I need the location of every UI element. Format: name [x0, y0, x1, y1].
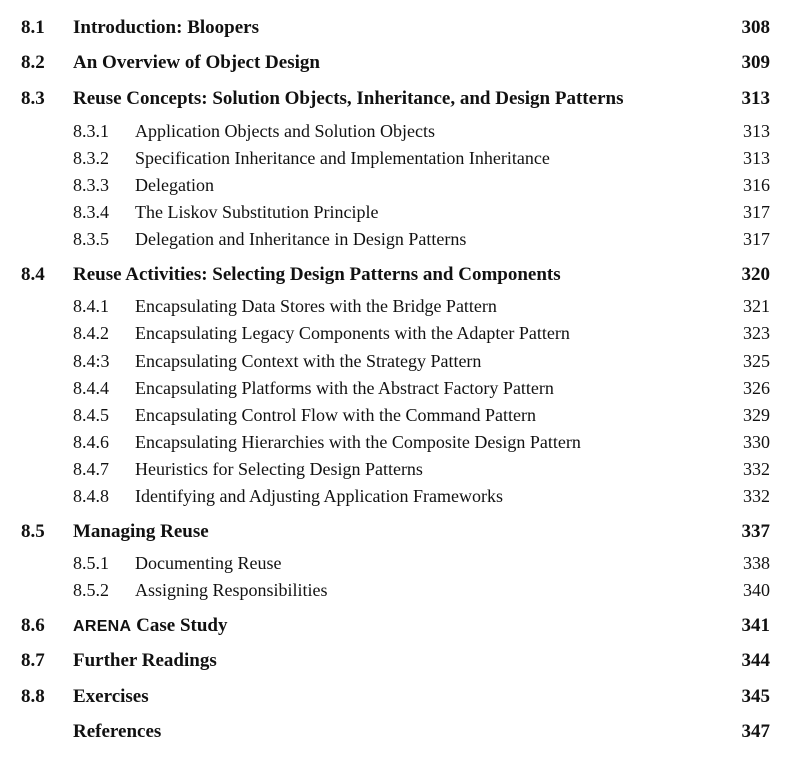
toc-subsection-entry: [0, 199, 787, 225]
section-number: 8.4.1: [73, 296, 109, 316]
section-number: 8.7: [21, 650, 45, 671]
section-title: Encapsulating Hierarchies with the Composite Design Pattern: [135, 432, 581, 452]
section-title: Reuse Activities: Selecting Design Patterns and Components: [73, 264, 561, 285]
page-number: 317: [743, 202, 770, 222]
toc-section-entry: [0, 519, 787, 545]
section-number: 8.3.1: [73, 121, 109, 141]
toc-subsection-entry: [0, 348, 787, 374]
toc-subsection-entry: [0, 145, 787, 171]
page-number: 338: [743, 553, 770, 573]
page-number: 326: [743, 378, 770, 398]
section-title: The Liskov Substitution Principle: [135, 202, 379, 222]
section-number: 8.3.2: [73, 148, 109, 168]
page-number: 321: [743, 296, 770, 316]
section-title: Exercises: [73, 686, 149, 707]
toc-section-entry: [0, 613, 787, 639]
page-number: 347: [741, 721, 770, 742]
section-number: 8.3.4: [73, 202, 109, 222]
section-number: 8.3.3: [73, 175, 109, 195]
section-number: 8.4.7: [73, 459, 109, 479]
section-title: An Overview of Object Design: [73, 52, 320, 73]
toc-subsection-entry: [0, 172, 787, 198]
section-number: 8.3.5: [73, 229, 109, 249]
section-title: Heuristics for Selecting Design Patterns: [135, 459, 423, 479]
section-number: 8.4.2: [73, 323, 109, 343]
toc-section-entry: [0, 262, 787, 288]
toc-subsection-entry: [0, 577, 787, 603]
section-title: Introduction: Bloopers: [73, 17, 259, 38]
section-number: 8.8: [21, 686, 45, 707]
section-title: ARENA Case Study: [73, 615, 228, 636]
toc-subsection-entry: [0, 320, 787, 346]
section-number: 8.6: [21, 615, 45, 636]
section-number: 8.5.2: [73, 580, 109, 600]
page-number: 325: [743, 351, 770, 371]
toc-subsection-entry: [0, 375, 787, 401]
toc-section-entry: [0, 50, 787, 76]
toc-subsection-entry: [0, 118, 787, 144]
section-number: 8.2: [21, 52, 45, 73]
section-title: Delegation and Inheritance in Design Patterns: [135, 229, 467, 249]
section-title: Assigning Responsibilities: [135, 580, 328, 600]
page-number: 313: [743, 148, 770, 168]
page-number: 332: [743, 459, 770, 479]
toc-subsection-entry: [0, 483, 787, 509]
section-title: Further Readings: [73, 650, 217, 671]
toc-subsection-entry: [0, 226, 787, 252]
page-number: 316: [743, 175, 770, 195]
section-title: Encapsulating Data Stores with the Bridge Pattern: [135, 296, 497, 316]
toc-section-entry: [0, 86, 787, 112]
section-number: 8.3: [21, 88, 45, 109]
section-title: Encapsulating Platforms with the Abstract Factory Pattern: [135, 378, 554, 398]
section-title: Encapsulating Control Flow with the Command Pattern: [135, 405, 536, 425]
page-number: 320: [741, 264, 770, 285]
page-number: 308: [741, 17, 770, 38]
page-number: 323: [743, 323, 770, 343]
section-number: 8.4.4: [73, 378, 109, 398]
page-number: 313: [741, 88, 770, 109]
toc-subsection-entry: [0, 429, 787, 455]
page-number: 313: [743, 121, 770, 141]
toc-subsection-entry: [0, 402, 787, 428]
section-number: 8.4.6: [73, 432, 109, 452]
section-title: Specification Inheritance and Implementation Inheritance: [135, 148, 550, 168]
page-number: 332: [743, 486, 770, 506]
page-number: 344: [741, 650, 770, 671]
page-number: 329: [743, 405, 770, 425]
toc-subsection-entry: [0, 293, 787, 319]
page-number: 309: [741, 52, 770, 73]
section-number: 8.4.8: [73, 486, 109, 506]
section-title: Identifying and Adjusting Application Frameworks: [135, 486, 503, 506]
section-number: 8.5: [21, 521, 45, 542]
page-number: 341: [741, 615, 770, 636]
page-number: 337: [741, 521, 770, 542]
toc-subsection-entry: [0, 550, 787, 576]
toc-section-entry: [0, 15, 787, 41]
section-title: Managing Reuse: [73, 521, 209, 542]
toc-section-entry: [0, 648, 787, 674]
toc-section-entry: [0, 719, 787, 745]
page-number: 330: [743, 432, 770, 452]
page-number: 317: [743, 229, 770, 249]
section-title: Application Objects and Solution Objects: [135, 121, 435, 141]
section-number: 8.4: [21, 264, 45, 285]
section-title: References: [73, 721, 162, 742]
section-title: Documenting Reuse: [135, 553, 282, 573]
toc-subsection-entry: [0, 456, 787, 482]
section-title: Encapsulating Context with the Strategy Pattern: [135, 351, 482, 371]
section-number: 8.1: [21, 17, 45, 38]
page-number: 340: [743, 580, 770, 600]
section-title: Reuse Concepts: Solution Objects, Inheritance, and Design Patterns: [73, 88, 624, 109]
section-number: 8.5.1: [73, 553, 109, 573]
section-number: 8.4:3: [73, 351, 110, 371]
toc-section-entry: [0, 684, 787, 710]
page-number: 345: [741, 686, 770, 707]
section-title: Encapsulating Legacy Components with the Adapter Pattern: [135, 323, 570, 343]
section-number: 8.4.5: [73, 405, 109, 425]
section-title: Delegation: [135, 175, 214, 195]
